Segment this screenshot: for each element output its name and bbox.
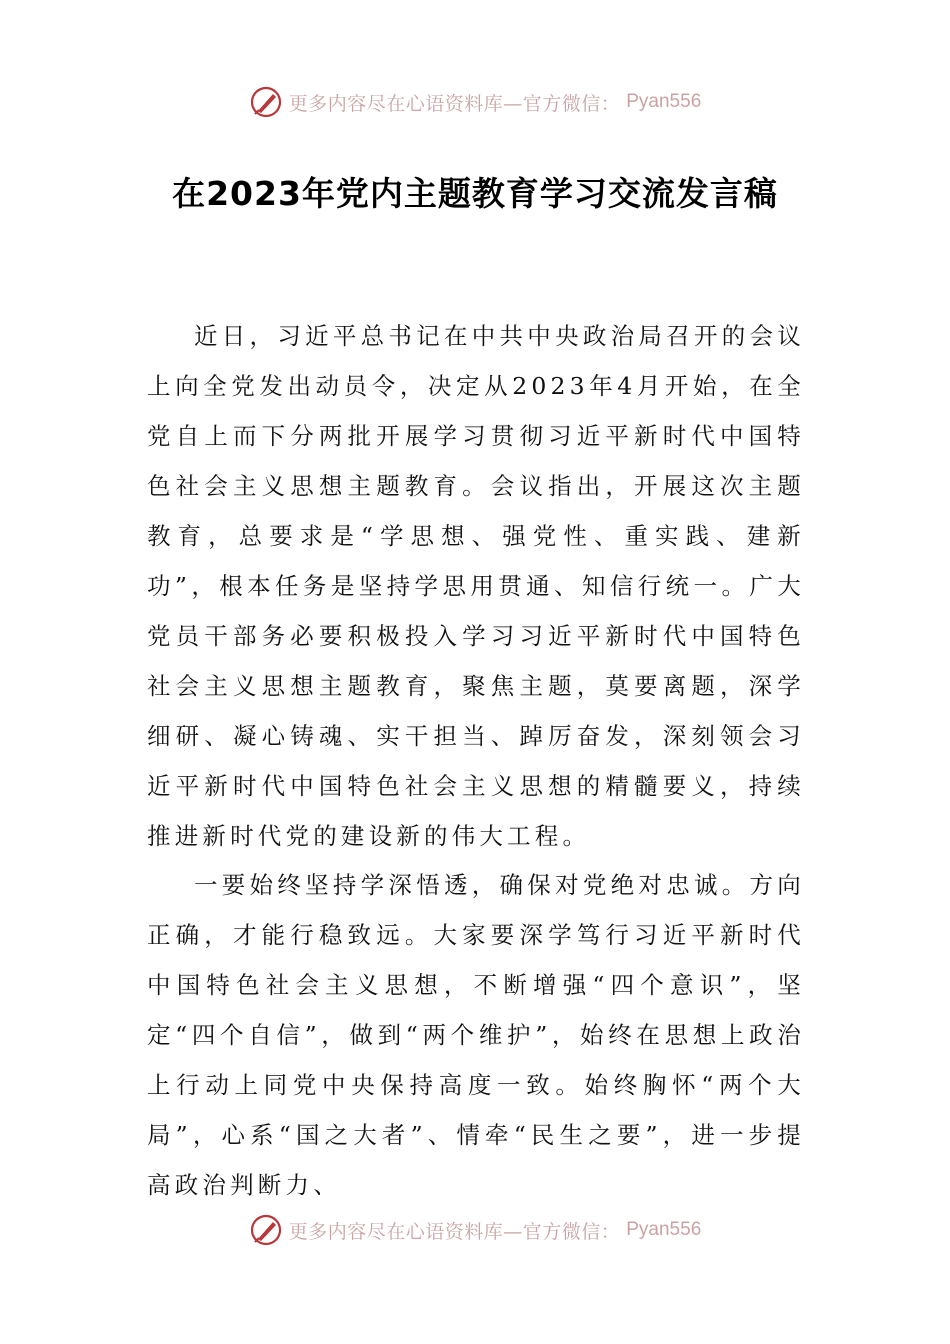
- paragraph-intro: 近日，习近平总书记在中共中央政治局召开的会议上向全党发出动员令，决定从2023年4月开始，在全党自上而下分两批开展学习贯彻习近平新时代中国特色社会主义思想主题教育。会议指出，开展这次主题教育，总要求是“学思想、强党性、重实践、建新功”，根本任务是坚持学思用贯通、知信行统一。广大党员干部务必要积极投入学习习近平新时代中国特色社会主义思想主题教育，聚焦主题，莫要离题，深学细研、凝心铸魂、实干担当、踔厉奋发，深刻领会习近平新时代中国特色社会主义思想的精髓要义，持续推进新时代党的建设新的伟大工程。: [147, 322, 805, 850]
- quill-logo-icon: [249, 85, 283, 119]
- watermark-text: 更多内容尽在心语资料库—官方微信：: [288, 1220, 621, 1243]
- paragraph-point-one: 一要始终坚持学深悟透，确保对党绝对忠诚。方向正确，才能行稳致远。大家要深学笃行习近平新时代中国特色社会主义思想，不断增强“四个意识”，坚定“四个自信”，做到“两个维护”，始终在思想上政治上行动上同党中央保持高度一致。始终胸怀“两个大局”，心系“国之大者”、情牵“民生之要”，进一步提高政治判断力、: [147, 871, 805, 1199]
- watermark-text: 更多内容尽在心语资料库—官方微信：: [288, 92, 621, 115]
- document-title: 在2023年党内主题教育学习交流发言稿: [172, 174, 778, 213]
- wechat-id: Pyan556: [626, 1219, 702, 1240]
- quill-logo-icon: [249, 1213, 283, 1247]
- wechat-id: Pyan556: [626, 91, 702, 112]
- header-watermark-banner: [0, 84, 950, 120]
- footer-watermark-banner: [0, 1212, 950, 1248]
